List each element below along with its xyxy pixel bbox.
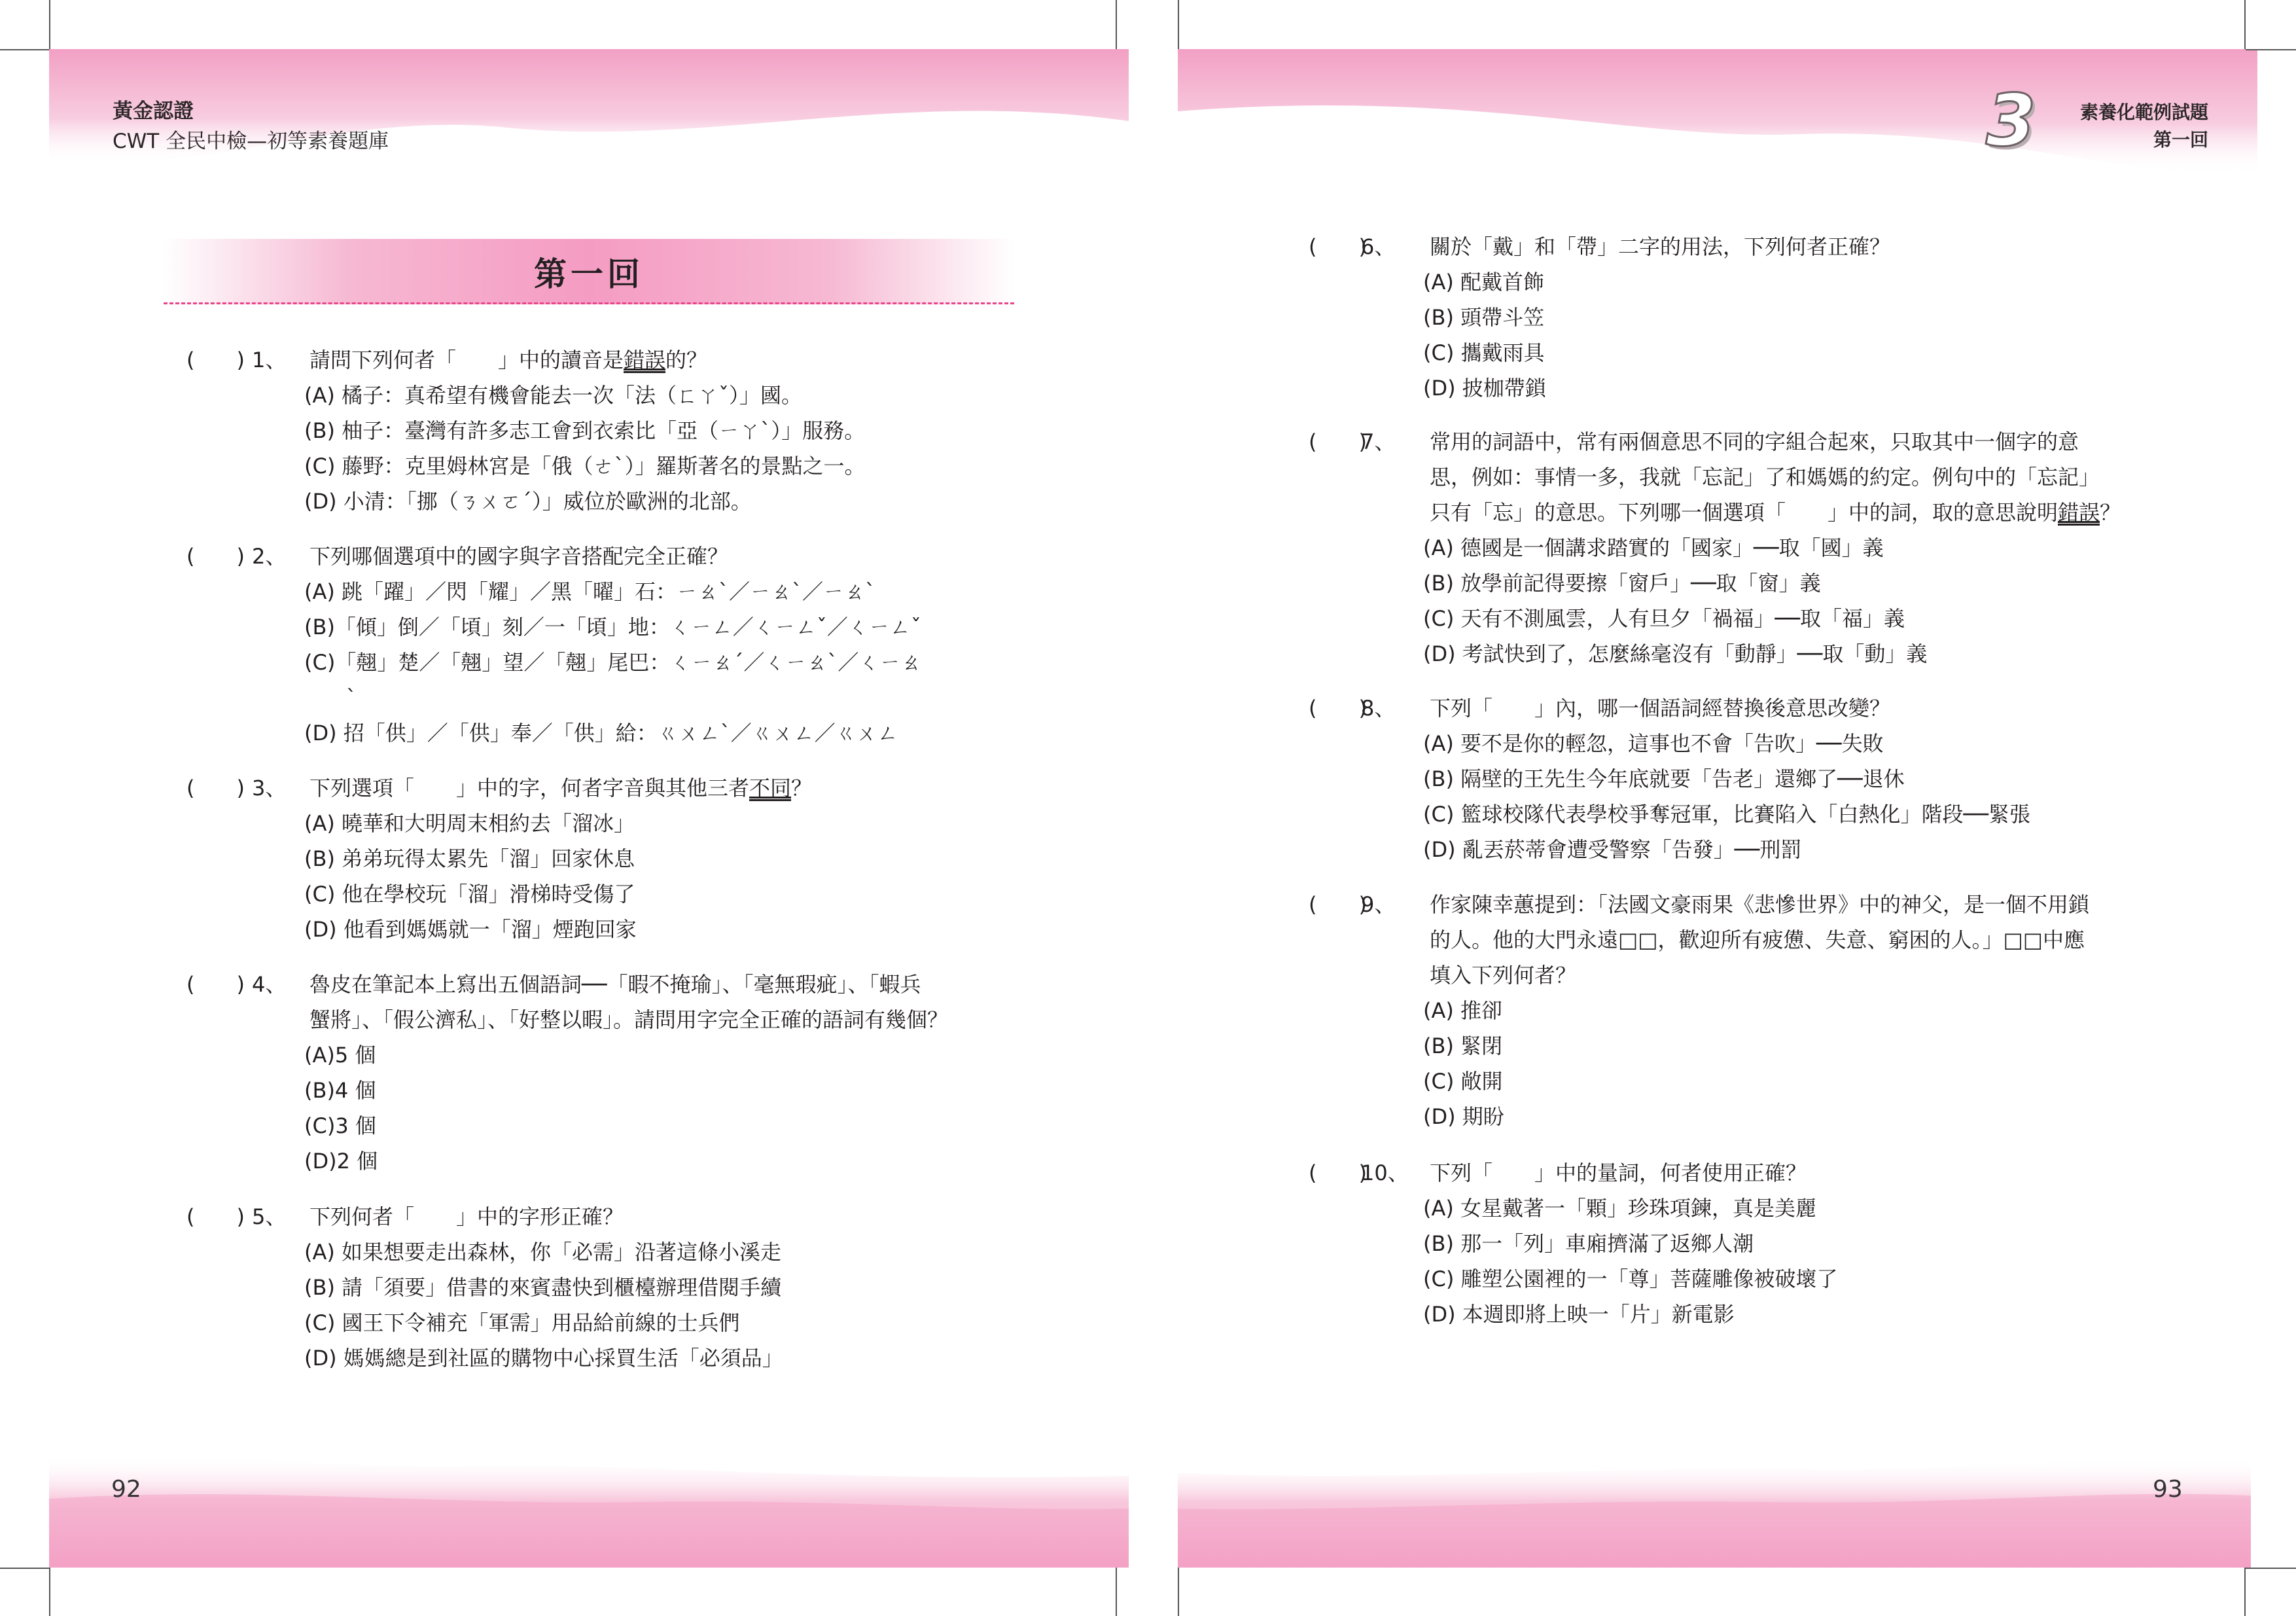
answer-blank: ( ) xyxy=(186,972,245,997)
chapter-section-title: 素養化範例試題 xyxy=(2079,101,2208,123)
question-number: 1、 xyxy=(252,348,287,372)
question-stem xyxy=(1430,424,2121,530)
question-stem-line: 只有「忘」的意思。下列哪一個選項「 」中的詞，取的意思說明錯誤？ xyxy=(1430,500,2121,525)
answer-option: (B) 隔壁的王先生今年底就要「告老」還鄉了──退休 xyxy=(1423,766,1905,791)
answer-option: (A) 德國是一個講求踏實的「國家」──取「國」義 xyxy=(1423,535,1884,560)
question-number: 2、 xyxy=(252,544,287,569)
left-page xyxy=(0,0,1145,1616)
option-list xyxy=(1423,530,1927,672)
question-number: 7、 xyxy=(1361,429,1396,454)
answer-option: (A) 橘子：真希望有機會能去一次「法（ㄈㄚˇ）」國。 xyxy=(304,383,803,408)
question-number: 5、 xyxy=(252,1204,287,1229)
answer-option: (A)5 個 xyxy=(304,1043,376,1068)
question-stem xyxy=(309,770,812,806)
answer-blank: ( ) xyxy=(1309,1160,1367,1185)
book-series-title: 黃金認證 xyxy=(113,99,194,123)
option-list xyxy=(1423,726,2030,867)
answer-option: (D) 招「供」／「供」奉／「供」給：ㄍㄨㄥˋ／ㄍㄨㄥ／ㄍㄨㄥ xyxy=(304,721,898,745)
footer-band xyxy=(1178,1446,2251,1568)
answer-option: (C) 藤野：克里姆林宮是「俄（ㄜˋ）」羅斯著名的景點之一。 xyxy=(304,454,866,478)
answer-blank: ( ) xyxy=(186,544,245,569)
answer-option: (C)3 個 xyxy=(304,1113,376,1138)
option-list xyxy=(1423,1191,1838,1332)
answer-option: (D) 考試快到了，怎麼絲毫沒有「動靜」──取「動」義 xyxy=(1423,641,1928,666)
option-list xyxy=(304,574,921,751)
answer-option: (A) 女星戴著一「顆」珍珠項鍊，真是美麗 xyxy=(1423,1196,1817,1221)
question-number: 8、 xyxy=(1361,696,1396,721)
answer-option: (C) 天有不測風雲，人有旦夕「禍福」──取「福」義 xyxy=(1423,606,1905,631)
chapter-number: 3 xyxy=(1986,79,2036,162)
answer-option: (B) 緊閉 xyxy=(1423,1033,1503,1058)
answer-option: (A) 要不是你的輕忽，這事也不會「告吹」──失敗 xyxy=(1423,731,1884,756)
question-stem-line: 下列哪個選項中的國字與字音搭配完全正確？ xyxy=(309,544,729,569)
answer-option: (D) 期盼 xyxy=(1423,1104,1504,1129)
answer-option: (B) 弟弟玩得太累先「溜」回家休息 xyxy=(304,846,635,871)
question-stem xyxy=(309,342,707,378)
answer-option: (C) 籃球校隊代表學校爭奪冠軍，比賽陷入「白熱化」階段──緊張 xyxy=(1423,802,2031,827)
emphasis-underline: 錯誤 xyxy=(624,348,666,372)
question-number: 10、 xyxy=(1361,1160,1409,1185)
answer-option: (C) 他在學校玩「溜」滑梯時受傷了 xyxy=(304,882,635,907)
answer-option: (D) 亂丟菸蒂會遭受警察「告發」──刑罰 xyxy=(1423,837,1802,862)
answer-option: (B) 那一「列」車廂擠滿了返鄉人潮 xyxy=(1423,1231,1754,1256)
answer-option: (A) 曉華和大明周末相約去「溜冰」 xyxy=(304,811,635,836)
emphasis-underline: 錯誤 xyxy=(2058,500,2100,525)
answer-option: (A) 推卻 xyxy=(1423,998,1503,1023)
question-stem-line: 下列「 」中的量詞，何者使用正確？ xyxy=(1430,1160,1807,1185)
option-list xyxy=(304,806,637,947)
question-stem-line: 的人。他的大門永遠□□，歡迎所有疲憊、失意、窮困的人。」□□中應 xyxy=(1430,927,2085,952)
answer-option: (A) 如果想要走出森林，你「必需」沿著這條小溪走 xyxy=(304,1240,782,1265)
question-stem-line: 下列何者「 」中的字形正確？ xyxy=(309,1204,624,1229)
question-stem-line: 下列「 」內，哪一個語詞經替換後意思改變？ xyxy=(1430,696,1891,721)
answer-option: (A) 配戴首飾 xyxy=(1423,270,1545,295)
answer-option: (B) 放學前記得要擦「窗戶」──取「窗」義 xyxy=(1423,571,1821,596)
answer-blank: ( ) xyxy=(1309,429,1367,454)
answer-blank: ( ) xyxy=(186,776,245,800)
answer-option: (B) 頭帶斗笠 xyxy=(1423,305,1545,330)
answer-option: (C) 敞開 xyxy=(1423,1069,1503,1094)
answer-option: (D) 媽媽總是到社區的購物中心採買生活「必須品」 xyxy=(304,1346,783,1371)
round-banner xyxy=(164,239,1014,304)
question-stem-line: 作家陳幸蕙提到：「法國文豪雨果《悲慘世界》中的神父，是一個不用鎖 xyxy=(1430,892,2090,917)
answer-option: (D) 披枷帶鎖 xyxy=(1423,376,1546,401)
answer-option: (B) 請「須要」借書的來賓盡快到櫃檯辦理借閱手續 xyxy=(304,1275,782,1300)
option-list xyxy=(304,1234,783,1376)
round-title: 第一回 xyxy=(534,255,644,293)
answer-option: (A) 跳「躍」／閃「耀」／黑「曜」石：ㄧㄠˋ／ㄧㄠˋ／ㄧㄠˋ xyxy=(304,579,876,604)
question-stem-line: 下列選項「 」中的字，何者字音與其他三者不同？ xyxy=(309,776,813,800)
question-stem-line: 蟹將」、「假公濟私」、「好整以暇」。請問用字完全正確的語詞有幾個？ xyxy=(309,1007,949,1032)
question-number: 3、 xyxy=(252,776,287,800)
dashed-divider xyxy=(164,302,1014,304)
answer-blank: ( ) xyxy=(1309,892,1367,917)
book-title: CWT 全民中檢—初等素養題庫 xyxy=(113,130,389,153)
page-number-right: 93 xyxy=(2153,1476,2183,1503)
question-stem xyxy=(1430,887,2089,993)
question-number: 9、 xyxy=(1361,892,1396,917)
question-stem xyxy=(1430,1155,1807,1191)
question-stem xyxy=(309,539,728,574)
question-number: 4、 xyxy=(252,972,287,997)
answer-option: (C) 國王下令補充「軍需」用品給前線的士兵們 xyxy=(304,1310,740,1335)
question-stem xyxy=(309,967,948,1037)
answer-option: (B)「傾」倒／「頃」刻／一「頃」地：ㄑㄧㄥ／ㄑㄧㄥˇ／ㄑㄧㄥˇ xyxy=(304,615,921,639)
answer-option: (D) 本週即將上映一「片」新電影 xyxy=(1423,1302,1735,1327)
answer-blank: ( ) xyxy=(186,348,245,372)
answer-blank: ( ) xyxy=(1309,234,1367,259)
answer-option: (B)4 個 xyxy=(304,1078,376,1103)
answer-option: (C)「翹」楚／「翹」望／「翹」尾巴：ㄑㄧㄠˊ／ㄑㄧㄠˋ／ㄑㄧㄠ xyxy=(304,650,922,675)
answer-option: (D) 小清：「挪（ㄋㄨㄛˊ）」威位於歐洲的北部。 xyxy=(304,489,752,514)
page-number-left: 92 xyxy=(111,1476,141,1503)
answer-blank: ( ) xyxy=(1309,696,1367,721)
answer-option: (C) 攜戴雨具 xyxy=(1423,340,1545,365)
question-stem-line: 請問下列何者「 」中的讀音是錯誤的？ xyxy=(309,348,708,372)
question-stem-line: 思，例如：事情一多，我就「忘記」了和媽媽的約定。例句中的「忘記」 xyxy=(1430,465,2100,490)
right-page xyxy=(1152,0,2296,1616)
answer-option: (D)2 個 xyxy=(304,1149,378,1174)
question-number: 6、 xyxy=(1361,234,1396,259)
emphasis-underline: 不同 xyxy=(749,776,792,800)
question-stem xyxy=(1430,691,1890,726)
chapter-round: 第一回 xyxy=(2153,129,2208,151)
answer-option: (C) 雕塑公園裡的一「尊」菩薩雕像被破壞了 xyxy=(1423,1266,1838,1291)
option-list xyxy=(304,1037,378,1179)
answer-option: (B) 柚子：臺灣有許多志工會到衣索比「亞（ㄧㄚˋ）」服務。 xyxy=(304,418,866,443)
answer-option: ˋ xyxy=(304,685,357,710)
option-list xyxy=(1423,993,1504,1134)
answer-blank: ( ) xyxy=(186,1204,245,1229)
question-stem-line: 魯皮在筆記本上寫出五個語詞──「暇不掩瑜」、「毫無瑕疵」、「蝦兵 xyxy=(309,972,921,997)
option-list xyxy=(1423,264,1546,406)
option-list xyxy=(304,378,866,519)
question-stem xyxy=(309,1199,624,1234)
question-stem-line: 常用的詞語中，常有兩個意思不同的字組合起來，只取其中一個字的意 xyxy=(1430,429,2079,454)
question-stem-line: 填入下列何者？ xyxy=(1430,963,1577,988)
header-band xyxy=(1178,49,2257,200)
footer-band xyxy=(49,1446,1129,1568)
answer-option: (D) 他看到媽媽就一「溜」煙跑回家 xyxy=(304,917,637,942)
question-stem-line: 關於「戴」和「帶」二字的用法，下列何者正確？ xyxy=(1430,234,1891,259)
question-stem xyxy=(1430,229,1890,264)
